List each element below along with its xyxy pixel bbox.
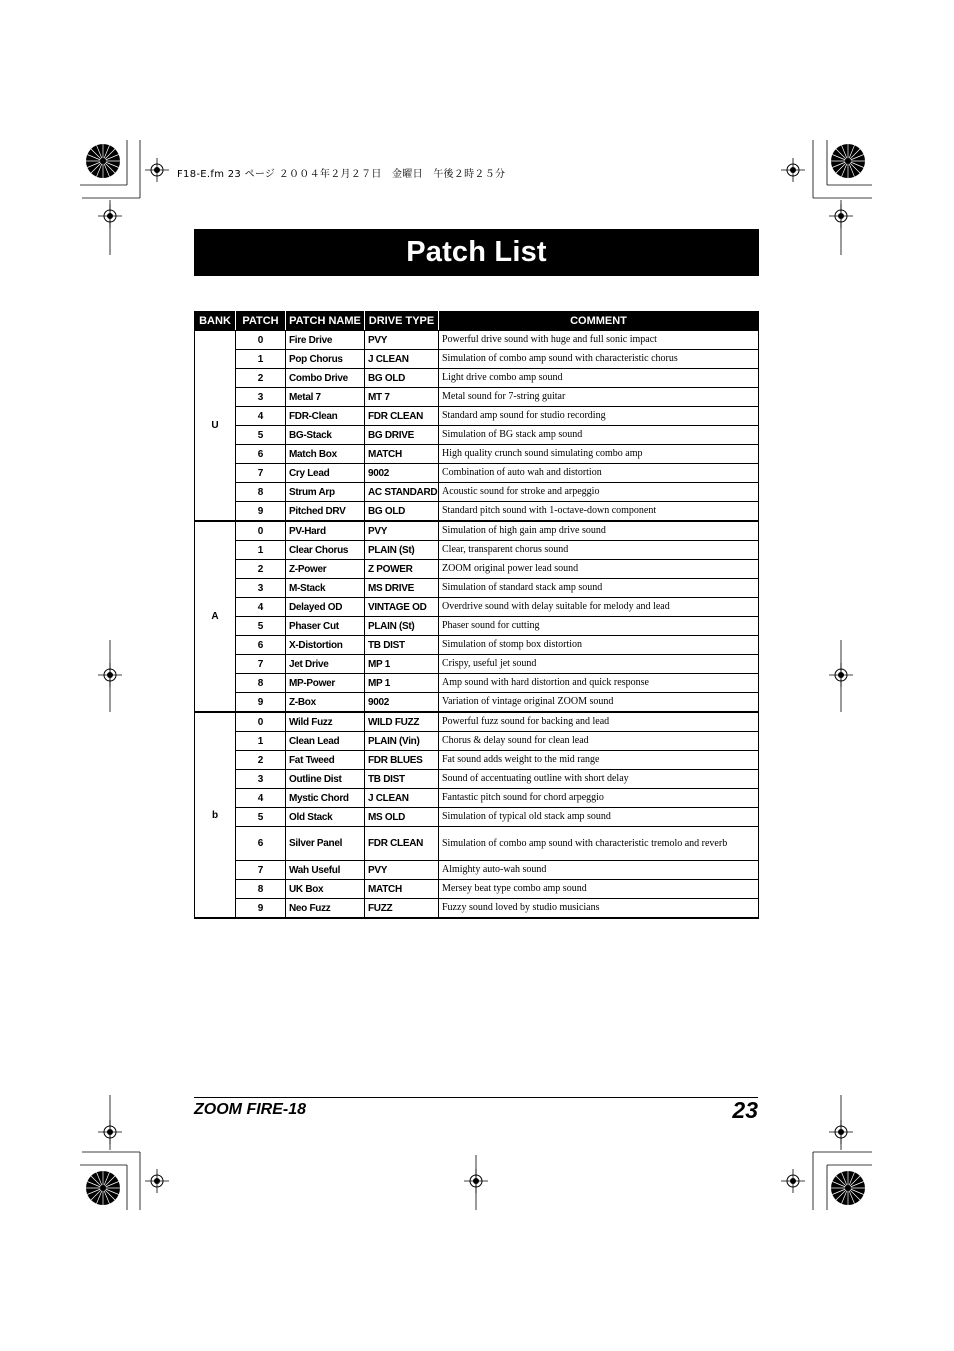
patch-number-cell: 8 xyxy=(236,880,286,899)
table-row xyxy=(195,464,759,483)
table-row xyxy=(195,560,759,579)
patch-number-cell: 6 xyxy=(236,827,286,861)
patch-number-cell: 1 xyxy=(236,350,286,369)
comment-cell: Fat sound adds weight to the mid range xyxy=(439,751,759,770)
comment-cell: Combination of auto wah and distortion xyxy=(439,464,759,483)
table-row xyxy=(195,617,759,636)
drive-type-cell: MATCH xyxy=(365,880,439,899)
drive-type-cell: MP 1 xyxy=(365,655,439,674)
patch-name-cell: Z-Box xyxy=(286,693,365,713)
page-title: Patch List xyxy=(406,236,547,268)
table-row xyxy=(195,407,759,426)
table-row xyxy=(195,674,759,693)
table-row xyxy=(195,808,759,827)
column-header-patch: PATCH xyxy=(236,312,286,331)
table-row xyxy=(195,732,759,751)
patch-name-cell: UK Box xyxy=(286,880,365,899)
table-row xyxy=(195,579,759,598)
patch-number-cell: 3 xyxy=(236,770,286,789)
column-header-comment: COMMENT xyxy=(439,312,759,331)
table-row xyxy=(195,827,759,861)
patch-name-cell: Strum Arp xyxy=(286,483,365,502)
comment-cell: Simulation of typical old stack amp sound xyxy=(439,808,759,827)
comment-cell: Clear, transparent chorus sound xyxy=(439,541,759,560)
drive-type-cell: BG DRIVE xyxy=(365,426,439,445)
patch-number-cell: 6 xyxy=(236,636,286,655)
table-row xyxy=(195,502,759,522)
table-row xyxy=(195,483,759,502)
patch-number-cell: 0 xyxy=(236,521,286,541)
table-row xyxy=(195,693,759,713)
drive-type-cell: FDR BLUES xyxy=(365,751,439,770)
patch-number-cell: 9 xyxy=(236,502,286,522)
table-row xyxy=(195,789,759,808)
patch-name-cell: Neo Fuzz xyxy=(286,899,365,919)
drive-type-cell: BG OLD xyxy=(365,369,439,388)
drive-type-cell: WILD FUZZ xyxy=(365,712,439,732)
comment-cell: Chorus & delay sound for clean lead xyxy=(439,732,759,751)
comment-cell: Simulation of high gain amp drive sound xyxy=(439,521,759,541)
bank-cell: A xyxy=(195,521,236,712)
comment-cell: ZOOM original power lead sound xyxy=(439,560,759,579)
table-row xyxy=(195,655,759,674)
comment-cell: Mersey beat type combo amp sound xyxy=(439,880,759,899)
patch-number-cell: 3 xyxy=(236,579,286,598)
patch-name-cell: Outline Dist xyxy=(286,770,365,789)
column-header-patch-name: PATCH NAME xyxy=(286,312,365,331)
patch-number-cell: 1 xyxy=(236,732,286,751)
drive-type-cell: PVY xyxy=(365,521,439,541)
bank-cell: b xyxy=(195,712,236,918)
comment-cell: Sound of accentuating outline with short delay xyxy=(439,770,759,789)
column-header-bank: BANK xyxy=(195,312,236,331)
comment-cell: Almighty auto-wah sound xyxy=(439,861,759,880)
patch-number-cell: 4 xyxy=(236,789,286,808)
comment-cell: Simulation of combo amp sound with characteristic chorus xyxy=(439,350,759,369)
comment-cell: Variation of vintage original ZOOM sound xyxy=(439,693,759,713)
drive-type-cell: PVY xyxy=(365,331,439,350)
table-row xyxy=(195,331,759,350)
table-row xyxy=(195,598,759,617)
patch-name-cell: Mystic Chord xyxy=(286,789,365,808)
patch-name-cell: Phaser Cut xyxy=(286,617,365,636)
patch-name-cell: Wild Fuzz xyxy=(286,712,365,732)
print-header: F18-E.fm 23 ページ ２００４年２月２７日 金曜日 午後２時２５分 xyxy=(177,169,506,180)
drive-type-cell: AC STANDARD xyxy=(365,483,439,502)
drive-type-cell: MP 1 xyxy=(365,674,439,693)
drive-type-cell: TB DIST xyxy=(365,636,439,655)
table-row xyxy=(195,770,759,789)
drive-type-cell: 9002 xyxy=(365,693,439,713)
table-header-row xyxy=(195,312,759,331)
patch-name-cell: Match Box xyxy=(286,445,365,464)
table-row xyxy=(195,861,759,880)
patch-number-cell: 2 xyxy=(236,560,286,579)
drive-type-cell: 9002 xyxy=(365,464,439,483)
patch-name-cell: Delayed OD xyxy=(286,598,365,617)
patch-number-cell: 4 xyxy=(236,407,286,426)
table-row xyxy=(195,426,759,445)
comment-cell: Fuzzy sound loved by studio musicians xyxy=(439,899,759,919)
drive-type-cell: VINTAGE OD xyxy=(365,598,439,617)
patch-number-cell: 0 xyxy=(236,331,286,350)
table-row xyxy=(195,350,759,369)
footer-product-name: ZOOM FIRE-18 xyxy=(194,1101,307,1118)
patch-name-cell: Pitched DRV xyxy=(286,502,365,522)
patch-name-cell: X-Distortion xyxy=(286,636,365,655)
comment-cell: Acoustic sound for stroke and arpeggio xyxy=(439,483,759,502)
table-row xyxy=(195,521,759,541)
comment-cell: Simulation of stomp box distortion xyxy=(439,636,759,655)
column-header-drive-type: DRIVE TYPE xyxy=(365,312,439,331)
table-row xyxy=(195,388,759,407)
patch-name-cell: BG-Stack xyxy=(286,426,365,445)
comment-cell: Simulation of standard stack amp sound xyxy=(439,579,759,598)
drive-type-cell: MT 7 xyxy=(365,388,439,407)
patch-name-cell: Old Stack xyxy=(286,808,365,827)
comment-cell: Standard amp sound for studio recording xyxy=(439,407,759,426)
patch-number-cell: 7 xyxy=(236,861,286,880)
drive-type-cell: FDR CLEAN xyxy=(365,827,439,861)
patch-list-table xyxy=(194,311,759,919)
patch-number-cell: 5 xyxy=(236,426,286,445)
table-row xyxy=(195,712,759,732)
drive-type-cell: FDR CLEAN xyxy=(365,407,439,426)
patch-name-cell: Clear Chorus xyxy=(286,541,365,560)
patch-number-cell: 3 xyxy=(236,388,286,407)
patch-name-cell: Metal 7 xyxy=(286,388,365,407)
comment-cell: Crispy, useful jet sound xyxy=(439,655,759,674)
patch-name-cell: PV-Hard xyxy=(286,521,365,541)
comment-cell: Metal sound for 7-string guitar xyxy=(439,388,759,407)
patch-number-cell: 8 xyxy=(236,483,286,502)
comment-cell: Simulation of combo amp sound with characteristic tremolo and reverb xyxy=(439,827,759,861)
table-row xyxy=(195,445,759,464)
patch-number-cell: 9 xyxy=(236,693,286,713)
patch-number-cell: 9 xyxy=(236,899,286,919)
comment-cell: Standard pitch sound with 1-octave-down component xyxy=(439,502,759,522)
comment-cell: Simulation of BG stack amp sound xyxy=(439,426,759,445)
drive-type-cell: J CLEAN xyxy=(365,350,439,369)
patch-name-cell: M-Stack xyxy=(286,579,365,598)
footer-rule xyxy=(194,1097,758,1098)
patch-number-cell: 5 xyxy=(236,617,286,636)
patch-name-cell: Fire Drive xyxy=(286,331,365,350)
patch-name-cell: Silver Panel xyxy=(286,827,365,861)
patch-name-cell: Fat Tweed xyxy=(286,751,365,770)
drive-type-cell: BG OLD xyxy=(365,502,439,522)
drive-type-cell: MS OLD xyxy=(365,808,439,827)
drive-type-cell: TB DIST xyxy=(365,770,439,789)
table-row xyxy=(195,751,759,770)
drive-type-cell: PLAIN (St) xyxy=(365,617,439,636)
table-row xyxy=(195,636,759,655)
patch-name-cell: Wah Useful xyxy=(286,861,365,880)
table-body xyxy=(195,331,759,919)
drive-type-cell: PVY xyxy=(365,861,439,880)
comment-cell: Light drive combo amp sound xyxy=(439,369,759,388)
patch-number-cell: 0 xyxy=(236,712,286,732)
patch-number-cell: 2 xyxy=(236,751,286,770)
comment-cell: Fantastic pitch sound for chord arpeggio xyxy=(439,789,759,808)
patch-name-cell: Clean Lead xyxy=(286,732,365,751)
drive-type-cell: FUZZ xyxy=(365,899,439,919)
drive-type-cell: J CLEAN xyxy=(365,789,439,808)
patch-name-cell: MP-Power xyxy=(286,674,365,693)
patch-number-cell: 4 xyxy=(236,598,286,617)
comment-cell: Overdrive sound with delay suitable for melody and lead xyxy=(439,598,759,617)
comment-cell: High quality crunch sound simulating combo amp xyxy=(439,445,759,464)
patch-number-cell: 2 xyxy=(236,369,286,388)
title-bar xyxy=(194,229,759,276)
comment-cell: Powerful drive sound with huge and full sonic impact xyxy=(439,331,759,350)
bank-cell: U xyxy=(195,331,236,522)
page-number: 23 xyxy=(732,1097,758,1123)
table-row xyxy=(195,880,759,899)
comment-cell: Phaser sound for cutting xyxy=(439,617,759,636)
drive-type-cell: MATCH xyxy=(365,445,439,464)
drive-type-cell: MS DRIVE xyxy=(365,579,439,598)
patch-number-cell: 5 xyxy=(236,808,286,827)
patch-number-cell: 6 xyxy=(236,445,286,464)
comment-cell: Amp sound with hard distortion and quick response xyxy=(439,674,759,693)
patch-name-cell: Jet Drive xyxy=(286,655,365,674)
drive-type-cell: PLAIN (St) xyxy=(365,541,439,560)
table-row xyxy=(195,899,759,919)
patch-name-cell: Pop Chorus xyxy=(286,350,365,369)
table-row xyxy=(195,369,759,388)
table-row xyxy=(195,541,759,560)
patch-name-cell: Combo Drive xyxy=(286,369,365,388)
patch-number-cell: 1 xyxy=(236,541,286,560)
patch-number-cell: 7 xyxy=(236,464,286,483)
patch-name-cell: Z-Power xyxy=(286,560,365,579)
comment-cell: Powerful fuzz sound for backing and lead xyxy=(439,712,759,732)
patch-name-cell: FDR-Clean xyxy=(286,407,365,426)
drive-type-cell: PLAIN (Vin) xyxy=(365,732,439,751)
patch-name-cell: Cry Lead xyxy=(286,464,365,483)
patch-number-cell: 7 xyxy=(236,655,286,674)
drive-type-cell: Z POWER xyxy=(365,560,439,579)
patch-number-cell: 8 xyxy=(236,674,286,693)
